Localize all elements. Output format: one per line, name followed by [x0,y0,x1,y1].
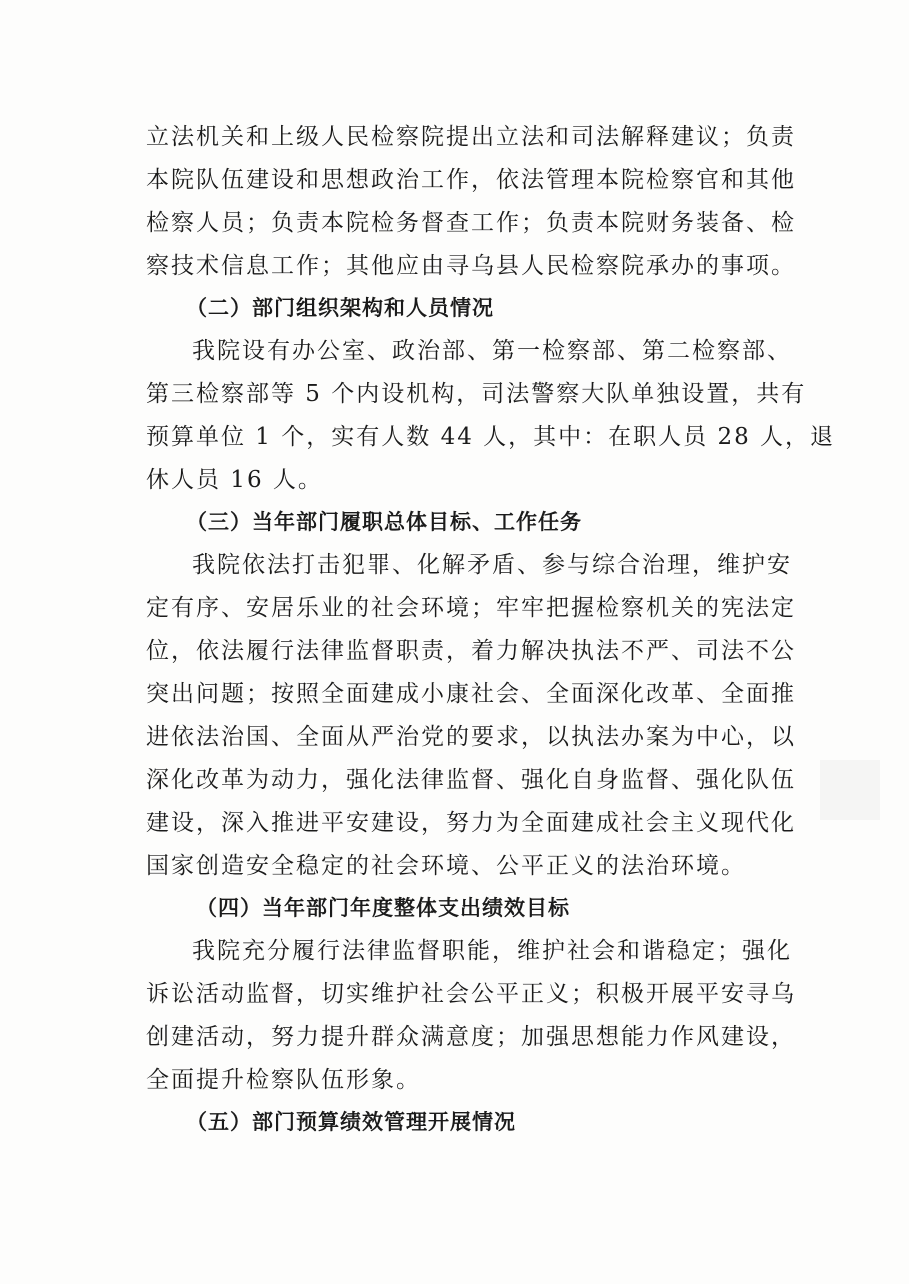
paragraph-line: 我院充分履行法律监督职能，维护社会和谐稳定；强化 [192,938,792,964]
section-heading-5: （五）部门预算绩效管理开展情况 [186,1110,516,1134]
paragraph-line: 我院设有办公室、政治部、第一检察部、第二检察部、 [192,338,792,364]
paragraph-line: 诉讼活动监督，切实维护社会公平正义；积极开展平安寻乌 [146,981,796,1007]
paragraph-line: 深化改革为动力，强化法律监督、强化自身监督、强化队伍 [146,767,796,793]
paragraph-line: 本院队伍建设和思想政治工作，依法管理本院检察官和其他 [146,167,796,193]
paragraph-line: 进依法治国、全面从严治党的要求，以执法办案为中心，以 [146,724,796,750]
paragraph-line: 创建活动，努力提升群众满意度；加强思想能力作风建设， [146,1024,796,1050]
paragraph-line: 建设，深入推进平安建设，努力为全面建成社会主义现代化 [146,810,796,836]
paragraph-line: 休人员 16 人。 [146,467,323,493]
section-heading-3: （三）当年部门履职总体目标、工作任务 [186,510,582,534]
paragraph-line: 国家创造安全稳定的社会环境、公平正义的法治环境。 [146,853,746,879]
paragraph-line: 位，依法履行法律监督职责，着力解决执法不严、司法不公 [146,638,796,664]
show-through-shadow [820,760,880,820]
paragraph-line: 突出问题；按照全面建成小康社会、全面深化改革、全面推 [146,681,796,707]
paragraph-line: 我院依法打击犯罪、化解矛盾、参与综合治理，维护安 [192,552,792,578]
section-heading-4: （四）当年部门年度整体支出绩效目标 [196,896,570,920]
paragraph-line: 第三检察部等 5 个内设机构，司法警察大队单独设置，共有 [146,381,807,407]
paragraph-line: 预算单位 1 个，实有人数 44 人，其中：在职人员 28 人，退 [146,424,836,450]
paragraph-line: 检察人员；负责本院检务督查工作；负责本院财务装备、检 [146,210,796,236]
paragraph-line: 察技术信息工作；其他应由寻乌县人民检察院承办的事项。 [146,253,796,279]
paragraph-line: 全面提升检察队伍形象。 [146,1067,421,1093]
paragraph-line: 立法机关和上级人民检察院提出立法和司法解释建议；负责 [146,124,796,150]
section-heading-2: （二）部门组织架构和人员情况 [186,296,494,320]
paragraph-line: 定有序、安居乐业的社会环境；牢牢把握检察机关的宪法定 [146,595,796,621]
